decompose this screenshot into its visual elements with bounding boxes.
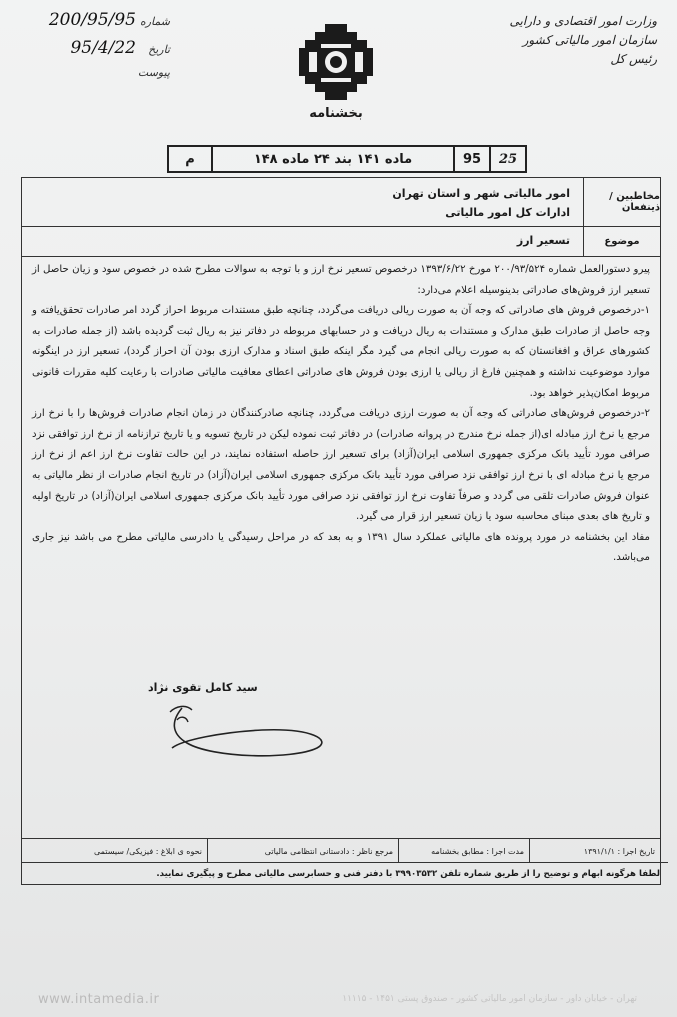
circular-number-bar <box>167 145 527 173</box>
document-type-title: بخشنامه <box>309 106 363 121</box>
footer-contact-note: لطفا هرگونه ابهام و توضیح را از طریق شماره تلفن ۳۹۹۰۳۵۳۲ با دفتر فنی و حسابرسی مالیاتی مطرح و پیگیری نمایید. <box>156 869 660 879</box>
circular-body <box>32 260 650 569</box>
recipients-row <box>22 178 660 227</box>
meta-date-row <box>30 38 170 66</box>
body-paragraph-1: ۱-درخصوص فروش های صادراتی که وجه آن به صورت ریالی دریافت می‌گردد، چنانچه طبق مستندات مربوط احراز گردد امر صادرات تحقق‌یافته و وجه حاصل از صادرات طبق مدارک و مستندات به ریال دریافت و در حسابهای مربوطه در دفاتر نیز به ریال ثبت گردیده باشد (از جمله صادرات به کشورهای عراق و افغانستان که به صورت ریالی انجام می گیرد مگر اینکه طبق اسناد و مدارک ارزی بودن آن احراز گردد)، تسعیر ارز در اینگونه موارد موضوعیت نداشته و همچنین فارغ از ریالی یا ارزی بودن فروش های صادراتی اعطای معافیت مالیاتی صادرات با رعایت کلیه مقررات قانونی مربوط امکان‌پذیر خواهد بود. <box>32 305 650 399</box>
body-paragraph-2: ۲-درخصوص فروش‌های صادراتی که وجه آن به صورت ارزی دریافت می‌گردد، چنانچه صادرکنندگان در زمان انجام صادرات فروش‌ها را با نرخ ارز مرجع یا نرخ ارز مبادله ای(از جمله نرخ مندرج در پروانه صادرات) در دفاتر ثبت نموده لیکن در تاریخ تسویه و یا تاریخ ترازنامه از نرخ ارز توافقی نزد صرافی مورد تأیید بانک مرکزی جمهوری اسلامی ایران(آزاد) برای تسعیر ارز حاصله استفاده نمایند، در این حالت تفاوت نرخ ارز اعم از نرخ ارز مرجع یا نرخ مبادله ای با نرخ ارز توافقی نزد صرافی مورد تأیید بانک مرکزی جمهوری اسلامی ایران(آزاد) در تاریخ انجام صادرات از نظر مالیاتی به عنوان فروش صادرات تلقی می گردد و صرفاً تفاوت نرخ ارز توافقی نزد صرافی مورد تأیید بانک مرکزی جمهوری اسلامی ایران(آزاد) در تاریخ اولیه و تاریخ های بعدی مبنای محاسبه سود یا زیان تسعیر ارز قرار می گیرد. <box>32 408 650 523</box>
meta-number-row <box>30 10 170 38</box>
number-value: 200/95/95 <box>48 10 136 30</box>
letter-meta <box>30 10 170 84</box>
tax-organization-logo-icon <box>295 22 377 102</box>
subject-value: تسعیر ارز <box>516 234 570 247</box>
circular-year: 95 <box>453 147 489 171</box>
footer-info-row <box>22 838 660 863</box>
circular-code: م <box>185 151 195 167</box>
footer-reference-authority: مرجع ناظر : دادستانی انتظامی مالیاتی <box>207 839 398 863</box>
recipient-line-2: ادارات کل امور مالیاتی <box>445 206 570 219</box>
circular-frame <box>21 177 661 885</box>
signatory-name: سید کامل تقوی نژاد <box>148 681 258 694</box>
ministry-line-2: سازمان امور مالیاتی کشور <box>522 33 657 47</box>
recipient-line-1: امور مالیاتی شهر و استان تهران <box>392 187 570 200</box>
subject-label: موضوع <box>583 226 660 256</box>
ministry-line-3: رئیس کل <box>610 52 657 66</box>
footer-contact-row <box>22 862 668 885</box>
ministry-header <box>487 12 657 69</box>
body-paragraph-3: مفاد این بخشنامه در مورد پرونده های مالیاتی عملکرد سال ۱۳۹۱ و به بعد که در مراحل رسیدگی یا دادرسی مالیاتی مطرح می باشد نیز جاری می‌باشد. <box>32 531 650 564</box>
subject-row <box>22 226 660 257</box>
ministry-line-1: وزارت امور اقتصادی و دارایی <box>509 14 657 28</box>
meta-attachment-row <box>30 66 170 84</box>
organization-address: تهران - خیابان داور - سازمان امور مالیاتی کشور - صندوق پستی ۱۴۵۱ - ۱۱۱۱۵ <box>342 994 637 1004</box>
date-value: 95/4/22 <box>70 38 136 58</box>
footer-effective-date: تاریخ اجرا : ۱۳۹۱/۱/۱ <box>529 839 660 863</box>
recipients-label: مخاطبین / ذینفعان <box>583 178 660 226</box>
attachment-label: پیوست <box>137 66 170 79</box>
number-label: شماره <box>139 15 170 28</box>
handwritten-signature-icon <box>142 698 342 763</box>
footer-notification-method: نحوه ی ابلاغ : فیزیکی/ سیستمی <box>93 846 202 856</box>
circular-sequence: 25 <box>489 147 525 171</box>
date-label: تاریخ <box>148 43 170 56</box>
legal-articles: ماده ۱۴۱ بند ۲۴ ماده ۱۴۸ <box>211 147 453 171</box>
body-paragraph-intro: پیرو دستورالعمل شماره ۲۰۰/۹۳/۵۲۴ مورخ ۱۳۹۳/۶/۲۲ درخصوص تسعیر نرخ ارز و با توجه به سوالات مطرح شده در خصوص سود و زیان حاصل از تسعیر ارز فروش‌های صادراتی بدینوسیله اعلام می‌دارد: <box>32 264 650 296</box>
watermark-url: www.intamedia.ir <box>38 992 160 1007</box>
footer-execution-duration: مدت اجرا : مطابق بخشنامه <box>398 839 529 863</box>
